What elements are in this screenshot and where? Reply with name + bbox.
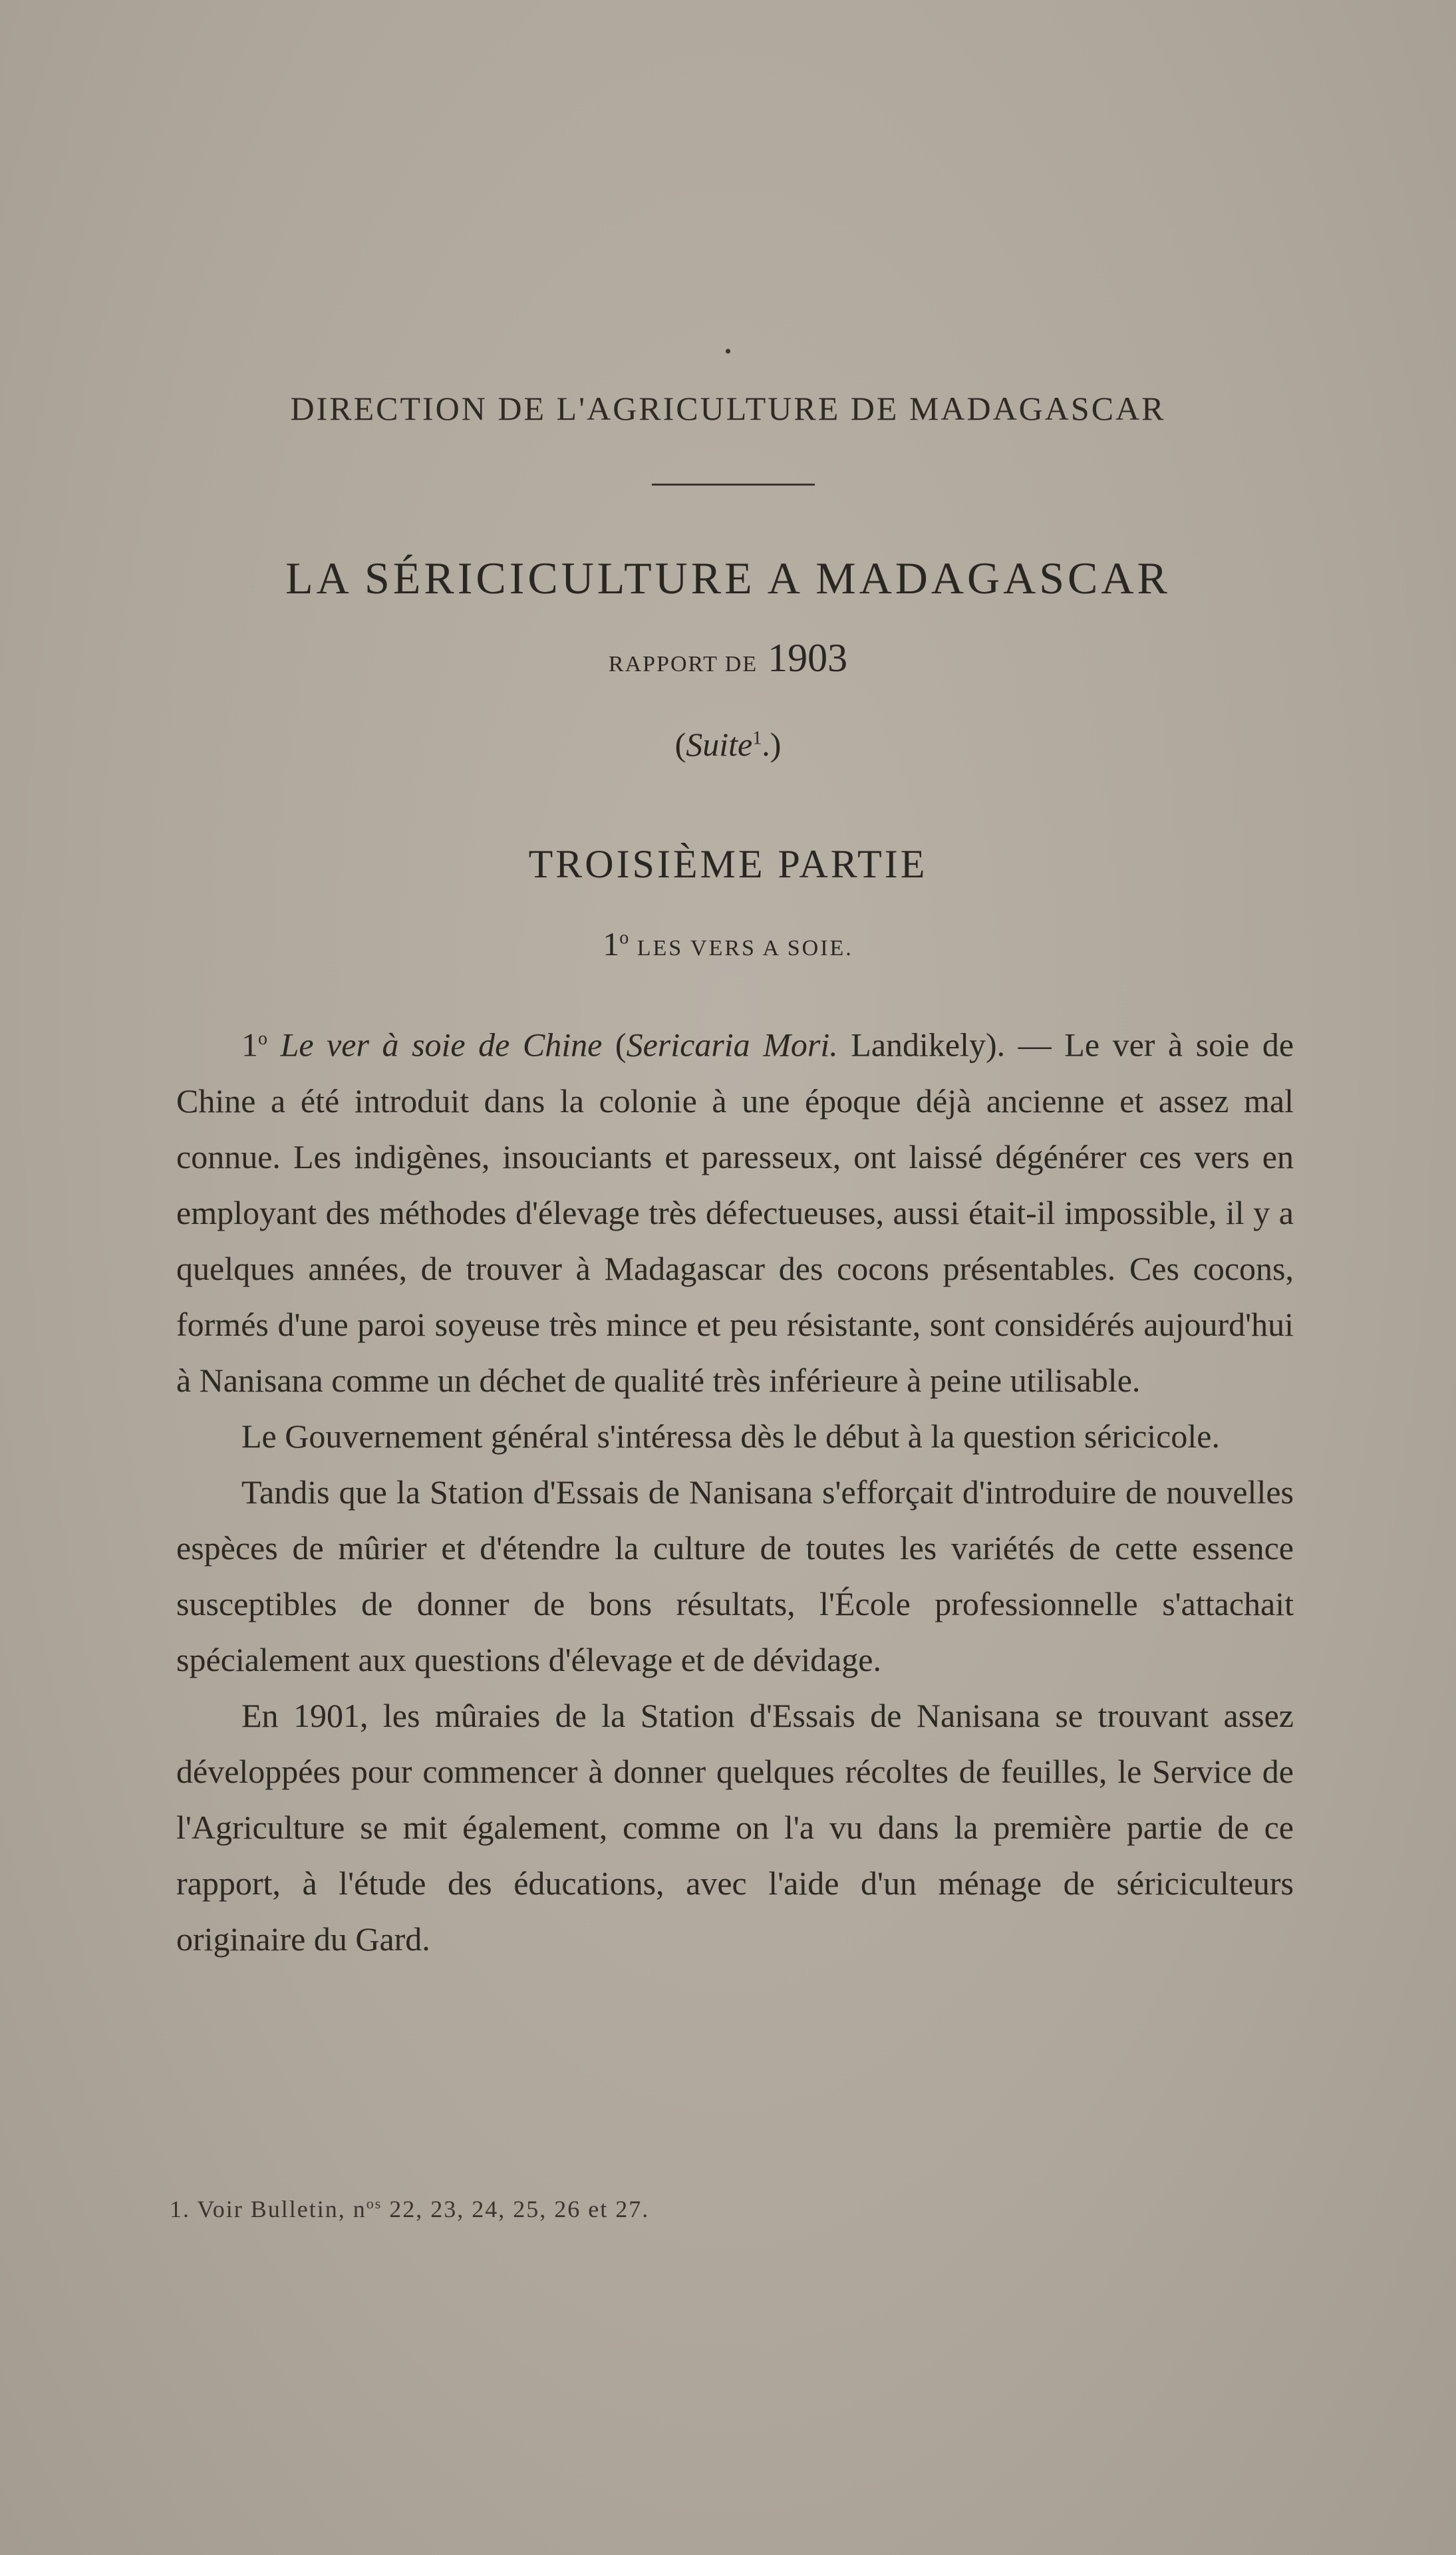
title-divider	[652, 484, 815, 486]
rapport-line	[0, 635, 1456, 681]
suite-close: .)	[762, 726, 782, 763]
p1-paren: (	[602, 1026, 627, 1064]
ornament-dot: •	[724, 341, 732, 363]
footnote-sup: os	[366, 2195, 382, 2212]
footnote-start: 1. Voir Bulletin, n	[170, 2196, 366, 2222]
paragraph-2: Le Gouvernement général s'intéressa dès le début à la question séricicole.	[241, 1417, 1220, 1455]
rapport-year: 1903	[768, 636, 848, 680]
footnote	[170, 2195, 1267, 2223]
p1-number: 1	[241, 1026, 258, 1064]
suite-line	[0, 725, 1456, 764]
suite-footnote-ref: 1	[752, 728, 762, 749]
paragraph-1	[176, 1011, 1294, 1408]
suite-word: Suite	[686, 726, 753, 763]
subsection-label: LES VERS A SOIE.	[637, 936, 853, 961]
subsection-degree: o	[619, 927, 629, 949]
subsection-number: 1	[603, 925, 620, 963]
paragraph-4: En 1901, les mûraies de la Station d'Essais de Nanisana se trouvant assez développées pour commencer à donner quelques récoltes de feuilles, le Service de l'Agriculture se mit également, comme on l'a vu dans la première partie de ce rapport, à l'étude des éducations, avec l'aide d'un ménage de sériciculteurs originaire du Gard.	[176, 1696, 1294, 1958]
section-title: TROISIÈME PARTIE	[528, 842, 928, 886]
subsection-title	[0, 925, 1456, 963]
rapport-label: RAPPORT DE	[608, 652, 758, 676]
header-direction: DIRECTION DE L'AGRICULTURE DE MADAGASCAR	[290, 390, 1166, 427]
footnote-rest: 22, 23, 24, 25, 26 et 27.	[382, 2196, 650, 2222]
p1-text: Landikely). — Le ver à soie de Chine a été introduit dans la colonie à une époque déjà ancienne et assez mal connue. Les indigènes, insouciants et paresseux, ont laissé dégénérer ces vers en employant des méthodes d'élevage très défectueuses, aussi était-il impossible, il y a quelques années, de trouver à Madagascar des cocons présentables. Ces cocons, formés d'une paroi soyeuse très mince et peu résistante, sont considérés aujourd'hui à Nanisana comme un déchet de qualité très inférieure à peine utilisable.	[176, 1026, 1294, 1399]
p1-italic-title: Le ver à soie de Chine	[280, 1026, 603, 1064]
p1-species: Sericaria Mori.	[626, 1026, 838, 1064]
paragraph-3: Tandis que la Station d'Essais de Nanisana s'efforçait d'introduire de nouvelles espèces de mûrier et d'étendre la culture de toutes les variétés de cette essence susceptibles de donner de bons résultats, l'École professionnelle s'attachait spécialement aux questions d'élevage et de dévidage.	[176, 1473, 1294, 1678]
p1-degree: o	[258, 1028, 267, 1049]
body-text	[176, 1011, 1294, 1967]
suite-open: (	[674, 726, 686, 763]
main-title: LA SÉRICICULTURE A MADAGASCAR	[285, 553, 1171, 603]
